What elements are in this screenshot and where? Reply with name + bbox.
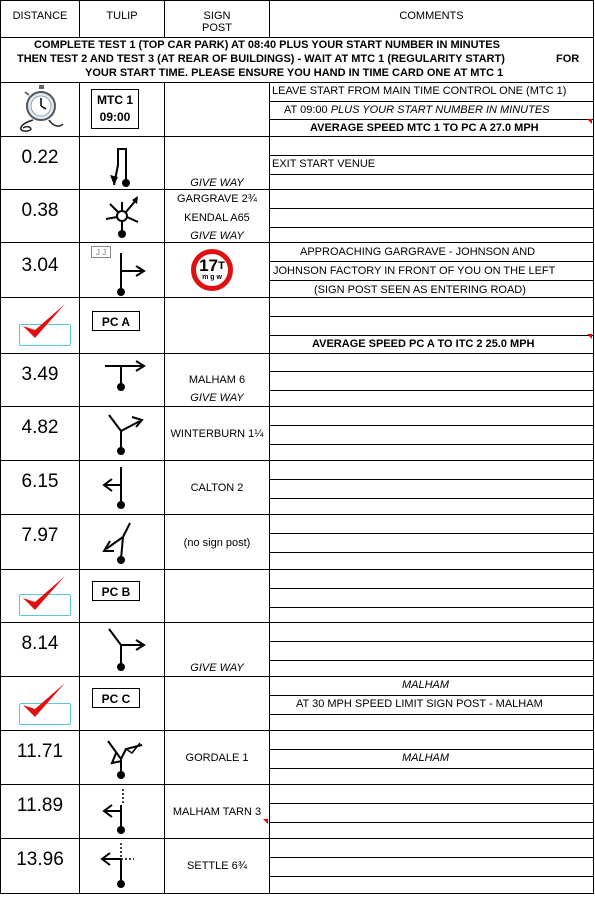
tulip-diagram-icon: [92, 731, 152, 783]
distance-value: 0.22: [21, 147, 59, 168]
mtc-label: MTC 1: [97, 93, 133, 107]
tulip-diagram-icon: [92, 839, 152, 893]
tulip-diagram-icon: [92, 785, 152, 837]
sign-post-text: GIVE WAY: [190, 662, 244, 674]
tulip-diagram-icon: [92, 515, 152, 569]
distance-value: 4.82: [21, 417, 59, 438]
route-row: [0, 839, 594, 894]
intro-line-2-end: FOR: [556, 53, 580, 65]
comment-text: JOHNSON FACTORY IN FRONT OF YOU ON THE LEFT: [273, 265, 556, 277]
comments-header: COMMENTS: [399, 10, 464, 22]
roundabout-tulip-icon: [92, 190, 152, 242]
distance-value: 6.15: [21, 471, 59, 492]
intro-line-3: YOUR START TIME. PLEASE ENSURE YOU HAND IN TIME CARD ONE AT MTC 1: [85, 67, 504, 79]
distance-value: 3.04: [21, 255, 59, 276]
sign-post-text: GIVE WAY: [190, 392, 244, 404]
sign-post-text: SETTLE 6¾: [187, 860, 247, 872]
pc-box: PC B: [92, 581, 140, 601]
mtc-comment-3: AVERAGE SPEED MTC 1 TO PC A 27.0 MPH: [310, 122, 539, 134]
header-row: [0, 0, 594, 38]
sign-post-text: WINTERBURN 1¼: [170, 428, 264, 440]
intro-row: [0, 38, 594, 83]
tulip-diagram-icon: [92, 461, 152, 513]
mtc-comment-2: AT 09:00 PLUS YOUR START NUMBER IN MINUTES: [284, 104, 550, 116]
intro-line-1: COMPLETE TEST 1 (TOP CAR PARK) AT 08:40 PLUS YOUR START NUMBER IN MINUTES: [34, 39, 500, 51]
comment-text: MALHAM: [402, 679, 450, 691]
passage-control-row: [0, 677, 594, 731]
sign-post-text: MALHAM TARN 3: [172, 806, 262, 818]
comment-text: APPROACHING GARGRAVE - JOHNSON AND: [300, 246, 536, 258]
route-row: [0, 623, 594, 677]
sign-post-text: KENDAL A65: [184, 212, 250, 224]
comment-text: AVERAGE SPEED PC A TO ITC 2 25.0 MPH: [312, 338, 535, 350]
checkmark-icon: [19, 300, 67, 342]
sign-post-text: GORDALE 1: [185, 752, 249, 764]
route-row: [0, 515, 594, 570]
distance-value: 11.71: [16, 741, 64, 762]
distance-value: 8.14: [21, 633, 59, 654]
tulip-diagram-icon: [92, 137, 152, 189]
weight-limit-sign: [191, 249, 233, 291]
distance-header: DISTANCE: [12, 10, 68, 22]
jj-badge: J J: [91, 246, 111, 258]
sign-post-text: GIVE WAY: [190, 177, 244, 189]
route-row: [0, 731, 594, 785]
checkmark-icon: [19, 679, 67, 721]
checkmark-icon: [19, 572, 67, 614]
distance-value: 3.49: [21, 364, 59, 385]
route-row: [0, 785, 594, 839]
sign-post-text: CALTON 2: [190, 482, 244, 494]
sign-post-text: (no sign post): [183, 537, 251, 549]
weight-limit-unit: T: [218, 260, 225, 272]
tulip-diagram-icon: [92, 407, 152, 459]
comment-text: AT 30 MPH SPEED LIMIT SIGN POST - MALHAM: [296, 698, 543, 710]
pc-box: PC A: [92, 311, 140, 331]
tulip-diagram-icon: [92, 243, 152, 297]
sign-post-text: GARGRAVE 2¾: [177, 193, 257, 205]
sign-post-header: SIGN POST: [202, 10, 232, 34]
distance-value: 7.97: [21, 525, 59, 546]
mtc-comment-1: LEAVE START FROM MAIN TIME CONTROL ONE (MTC 1): [272, 85, 567, 97]
route-row: [0, 190, 594, 243]
sign-post-text: MALHAM 6: [188, 374, 246, 386]
distance-value: 13.96: [16, 849, 64, 870]
sign-post-text: GIVE WAY: [190, 230, 244, 242]
comment-marker: [263, 819, 268, 824]
stopwatch-icon: [13, 84, 69, 136]
mtc-time: 09:00: [99, 110, 131, 124]
passage-control-row: [0, 298, 594, 354]
comment-marker: [587, 119, 592, 124]
passage-control-row: [0, 570, 594, 623]
comment-text: EXIT START VENUE: [272, 158, 376, 170]
comment-text: (SIGN POST SEEN AS ENTERING ROAD): [314, 284, 526, 296]
tulip-diagram-icon: [92, 623, 152, 675]
weight-limit-number: 17: [199, 256, 219, 275]
distance-value: 0.38: [21, 200, 59, 221]
route-row: [0, 137, 594, 190]
pc-box: PC C: [92, 688, 140, 708]
route-row: [0, 243, 594, 298]
intro-line-2: THEN TEST 2 AND TEST 3 (AT REAR OF BUILDINGS) - WAIT AT MTC 1 (REGULARITY START): [17, 53, 505, 65]
comment-marker: [587, 334, 592, 339]
tulip-diagram-icon: [92, 354, 152, 406]
tulip-header: TULIP: [106, 10, 138, 22]
comment-text: MALHAM: [402, 752, 450, 764]
mtc-row: [0, 83, 594, 137]
route-row: [0, 354, 594, 407]
route-row: [0, 461, 594, 515]
weight-limit-sub: m g w: [202, 274, 222, 281]
mtc-box: [91, 89, 139, 129]
route-row: [0, 407, 594, 461]
distance-value: 11.89: [16, 795, 64, 816]
